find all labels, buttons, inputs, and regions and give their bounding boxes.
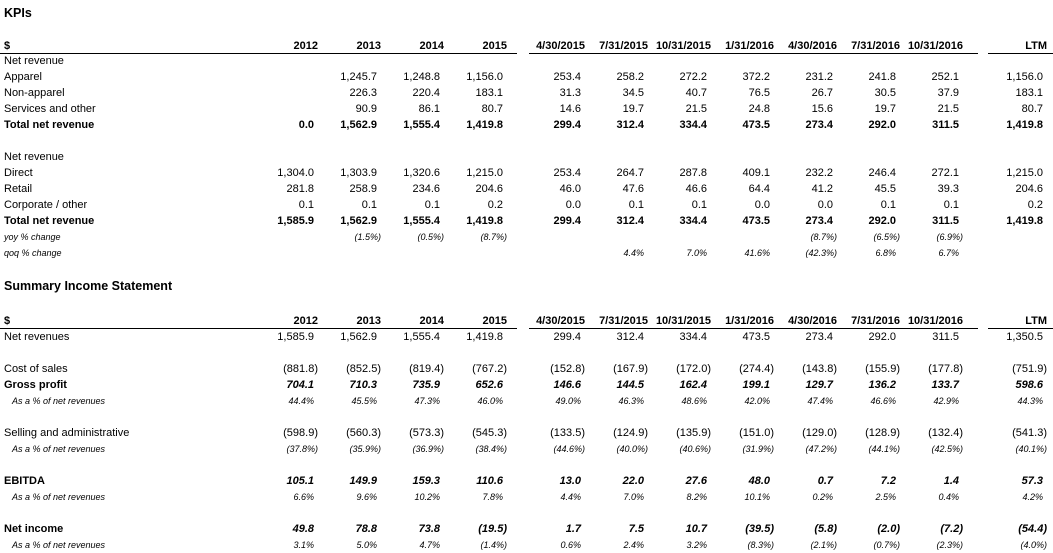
cell-value: 1,303.9 bbox=[340, 167, 377, 179]
cell-value: 4.7% bbox=[419, 540, 440, 550]
section-heading-row bbox=[0, 149, 1053, 165]
row-label: Net revenue bbox=[4, 151, 64, 163]
row-label: Cost of sales bbox=[4, 363, 68, 375]
row-label: Total net revenue bbox=[4, 215, 95, 227]
row-label: Net revenues bbox=[4, 331, 70, 343]
table-row bbox=[0, 85, 1053, 101]
cell-value: 1,419.8 bbox=[1006, 119, 1043, 131]
cell-value: 39.3 bbox=[937, 183, 959, 195]
cell-value: 231.2 bbox=[805, 71, 833, 83]
cell-value: (177.8) bbox=[928, 363, 963, 375]
row-label: As a % of net revenues bbox=[12, 396, 106, 406]
cell-value: (598.9) bbox=[283, 427, 318, 439]
cell-value: 292.0 bbox=[868, 215, 896, 227]
cell-value: 3.1% bbox=[293, 540, 314, 550]
cell-value: 272.1 bbox=[931, 167, 959, 179]
cell-value: 1,419.8 bbox=[466, 331, 503, 343]
cell-value: 7.0% bbox=[686, 248, 707, 258]
cell-value: 1,320.6 bbox=[403, 167, 440, 179]
cell-value: 19.7 bbox=[874, 103, 896, 115]
col-header: 7/31/2016 bbox=[851, 40, 900, 52]
yoy-row bbox=[0, 229, 1053, 245]
col-header: 7/31/2015 bbox=[599, 40, 648, 52]
col-header: 4/30/2015 bbox=[536, 40, 585, 52]
ebitda-row bbox=[0, 473, 1053, 489]
row-label: Direct bbox=[4, 167, 33, 179]
cell-value: 1,350.5 bbox=[1006, 331, 1043, 343]
col-header: 2015 bbox=[482, 40, 507, 52]
cell-value: 6.6% bbox=[293, 492, 314, 502]
row-label: Non-apparel bbox=[4, 87, 65, 99]
cell-value: (42.3%) bbox=[805, 248, 837, 258]
cell-value: 21.5 bbox=[937, 103, 959, 115]
total-row bbox=[0, 213, 1053, 229]
cell-value: 1,555.4 bbox=[403, 119, 440, 131]
cell-value: 146.6 bbox=[553, 379, 581, 391]
cell-value: 372.2 bbox=[742, 71, 770, 83]
cell-value: 0.0 bbox=[298, 119, 314, 131]
net-income-row bbox=[0, 521, 1053, 537]
cell-value: 90.9 bbox=[355, 103, 377, 115]
table-row bbox=[0, 181, 1053, 197]
cell-value: 311.5 bbox=[932, 215, 959, 227]
cell-value: (1.4%) bbox=[480, 540, 507, 550]
unit-label: $ bbox=[4, 315, 11, 327]
margin-row bbox=[0, 393, 1053, 409]
margin-row bbox=[0, 537, 1053, 553]
cell-value: (19.5) bbox=[478, 523, 507, 535]
cell-value: 0.0 bbox=[565, 199, 581, 211]
table-row bbox=[0, 329, 1053, 345]
qoq-row bbox=[0, 245, 1053, 261]
col-header: 1/31/2016 bbox=[725, 40, 774, 52]
cell-value: 183.1 bbox=[1015, 87, 1043, 99]
cell-value: (573.3) bbox=[409, 427, 444, 439]
cell-value: 232.2 bbox=[805, 167, 833, 179]
col-header: 2012 bbox=[293, 315, 318, 327]
cell-value: 1,248.8 bbox=[403, 71, 440, 83]
cell-value: 273.4 bbox=[805, 331, 833, 343]
cell-value: (8.7%) bbox=[810, 232, 837, 242]
cell-value: 1.4 bbox=[943, 475, 959, 487]
cell-value: 1,419.8 bbox=[1006, 215, 1043, 227]
cell-value: 73.8 bbox=[418, 523, 440, 535]
cell-value: 0.2 bbox=[1027, 199, 1043, 211]
cell-value: 204.6 bbox=[475, 183, 503, 195]
cell-value: 281.8 bbox=[286, 183, 314, 195]
cell-value: 159.3 bbox=[412, 475, 440, 487]
cell-value: (35.9%) bbox=[349, 444, 381, 454]
cell-value: (2.1%) bbox=[810, 540, 837, 550]
cell-value: (819.4) bbox=[409, 363, 444, 375]
cell-value: 1,585.9 bbox=[277, 215, 314, 227]
cell-value: 129.7 bbox=[805, 379, 833, 391]
row-label: yoy % change bbox=[4, 232, 61, 242]
col-header: 1/31/2016 bbox=[725, 315, 774, 327]
cell-value: 49.0% bbox=[555, 396, 581, 406]
cell-value: (151.0) bbox=[739, 427, 774, 439]
cell-value: 252.1 bbox=[931, 71, 959, 83]
cell-value: 37.9 bbox=[937, 87, 959, 99]
cell-value: 10.1% bbox=[744, 492, 770, 502]
cell-value: 0.2 bbox=[487, 199, 503, 211]
row-label: As a % of net revenues bbox=[12, 492, 106, 502]
cell-value: 80.7 bbox=[481, 103, 503, 115]
cell-value: (2.0) bbox=[877, 523, 900, 535]
cell-value: (40.0%) bbox=[616, 444, 648, 454]
cell-value: 46.0% bbox=[477, 396, 503, 406]
cell-value: 735.9 bbox=[412, 379, 440, 391]
unit-label: $ bbox=[4, 40, 11, 52]
cell-value: 473.5 bbox=[742, 215, 770, 227]
cell-value: 57.3 bbox=[1021, 475, 1043, 487]
cell-value: 3.2% bbox=[686, 540, 707, 550]
cell-value: 473.5 bbox=[742, 331, 770, 343]
kpis-header-row bbox=[0, 38, 1053, 54]
col-header: LTM bbox=[1025, 315, 1047, 327]
cell-value: 7.5 bbox=[628, 523, 644, 535]
cell-value: 226.3 bbox=[349, 87, 377, 99]
cell-value: (8.3%) bbox=[747, 540, 774, 550]
table-row bbox=[0, 425, 1053, 441]
cell-value: 45.5 bbox=[874, 183, 896, 195]
cell-value: 292.0 bbox=[868, 119, 896, 131]
cell-value: 41.2 bbox=[811, 183, 833, 195]
cell-value: 30.5 bbox=[874, 87, 896, 99]
cell-value: 652.6 bbox=[475, 379, 503, 391]
cell-value: 42.0% bbox=[744, 396, 770, 406]
cell-value: (541.3) bbox=[1012, 427, 1047, 439]
col-header: 10/31/2016 bbox=[907, 315, 963, 327]
cell-value: 46.6 bbox=[685, 183, 707, 195]
cell-value: 1,215.0 bbox=[1006, 167, 1043, 179]
cell-value: 14.6 bbox=[559, 103, 581, 115]
row-label: Services and other bbox=[4, 103, 96, 115]
cell-value: 241.8 bbox=[868, 71, 896, 83]
cell-value: 1,562.9 bbox=[340, 215, 377, 227]
cell-value: (8.7%) bbox=[480, 232, 507, 242]
cell-value: 0.1 bbox=[880, 199, 896, 211]
cell-value: 49.8 bbox=[292, 523, 314, 535]
cell-value: (152.8) bbox=[550, 363, 585, 375]
cell-value: (40.1%) bbox=[1015, 444, 1047, 454]
row-label: Apparel bbox=[4, 71, 42, 83]
col-header: 2014 bbox=[419, 40, 444, 52]
cell-value: 1,156.0 bbox=[466, 71, 503, 83]
cell-value: (0.7%) bbox=[873, 540, 900, 550]
cell-value: (44.6%) bbox=[553, 444, 585, 454]
cell-value: (172.0) bbox=[676, 363, 711, 375]
col-header: 7/31/2016 bbox=[851, 315, 900, 327]
cell-value: (560.3) bbox=[346, 427, 381, 439]
cell-value: 7.8% bbox=[482, 492, 503, 502]
cell-value: 0.6% bbox=[560, 540, 581, 550]
cell-value: 8.2% bbox=[686, 492, 707, 502]
cell-value: (1.5%) bbox=[354, 232, 381, 242]
cell-value: 46.3% bbox=[618, 396, 644, 406]
cell-value: 10.2% bbox=[414, 492, 440, 502]
cell-value: (37.8%) bbox=[286, 444, 318, 454]
cell-value: 312.4 bbox=[616, 119, 644, 131]
section-heading-row bbox=[0, 53, 1053, 69]
cell-value: 234.6 bbox=[412, 183, 440, 195]
col-header: 10/31/2016 bbox=[907, 40, 963, 52]
cell-value: 1.7 bbox=[565, 523, 581, 535]
cell-value: 710.3 bbox=[349, 379, 377, 391]
cell-value: 246.4 bbox=[868, 167, 896, 179]
cell-value: (39.5) bbox=[745, 523, 774, 535]
cell-value: (167.9) bbox=[613, 363, 648, 375]
cell-value: (6.5%) bbox=[873, 232, 900, 242]
table-row bbox=[0, 361, 1053, 377]
cell-value: 48.0 bbox=[748, 475, 770, 487]
cell-value: 1,562.9 bbox=[340, 331, 377, 343]
cell-value: 0.1 bbox=[628, 199, 644, 211]
cell-value: 149.9 bbox=[349, 475, 377, 487]
col-header: 4/30/2016 bbox=[788, 40, 837, 52]
cell-value: 253.4 bbox=[553, 71, 581, 83]
cell-value: 44.3% bbox=[1017, 396, 1043, 406]
cell-value: 41.6% bbox=[744, 248, 770, 258]
cell-value: (155.9) bbox=[865, 363, 900, 375]
cell-value: 6.8% bbox=[875, 248, 896, 258]
cell-value: 1,555.4 bbox=[403, 215, 440, 227]
cell-value: 9.6% bbox=[356, 492, 377, 502]
cell-value: 334.4 bbox=[679, 331, 707, 343]
cell-value: (44.1%) bbox=[868, 444, 900, 454]
cell-value: 47.6 bbox=[622, 183, 644, 195]
col-header: 10/31/2015 bbox=[655, 40, 711, 52]
cell-value: (38.4%) bbox=[475, 444, 507, 454]
cell-value: 76.5 bbox=[748, 87, 770, 99]
col-header: 7/31/2015 bbox=[599, 315, 648, 327]
cell-value: 312.4 bbox=[616, 215, 644, 227]
cell-value: 409.1 bbox=[742, 167, 770, 179]
income-header-row bbox=[0, 313, 1053, 329]
cell-value: 27.6 bbox=[685, 475, 707, 487]
cell-value: 46.6% bbox=[870, 396, 896, 406]
cell-value: 6.7% bbox=[938, 248, 959, 258]
cell-value: 1,419.8 bbox=[466, 119, 503, 131]
cell-value: (36.9%) bbox=[412, 444, 444, 454]
cell-value: (135.9) bbox=[676, 427, 711, 439]
cell-value: 13.0 bbox=[559, 475, 581, 487]
table-row bbox=[0, 197, 1053, 213]
row-label: As a % of net revenues bbox=[12, 540, 106, 550]
cell-value: 46.0 bbox=[559, 183, 581, 195]
cell-value: 48.6% bbox=[681, 396, 707, 406]
cell-value: 299.4 bbox=[553, 331, 581, 343]
cell-value: (128.9) bbox=[865, 427, 900, 439]
col-header: 4/30/2015 bbox=[536, 315, 585, 327]
cell-value: 0.0 bbox=[817, 199, 833, 211]
table-row bbox=[0, 165, 1053, 181]
cell-value: (5.8) bbox=[814, 523, 837, 535]
cell-value: 2.5% bbox=[875, 492, 896, 502]
cell-value: (124.9) bbox=[613, 427, 648, 439]
row-label: Gross profit bbox=[4, 379, 67, 391]
cell-value: (132.4) bbox=[928, 427, 963, 439]
cell-value: 1,419.8 bbox=[466, 215, 503, 227]
cell-value: 47.4% bbox=[807, 396, 833, 406]
row-label: As a % of net revenues bbox=[12, 444, 106, 454]
cell-value: 199.1 bbox=[742, 379, 770, 391]
col-header: 2013 bbox=[356, 315, 381, 327]
cell-value: 110.6 bbox=[476, 475, 503, 487]
cell-value: (47.2%) bbox=[805, 444, 837, 454]
margin-row bbox=[0, 489, 1053, 505]
row-label: Net revenue bbox=[4, 55, 64, 67]
cell-value: 253.4 bbox=[553, 167, 581, 179]
cell-value: 42.9% bbox=[933, 396, 959, 406]
row-label: qoq % change bbox=[4, 248, 62, 258]
cell-value: (0.5%) bbox=[417, 232, 444, 242]
col-header: 2013 bbox=[356, 40, 381, 52]
cell-value: (4.0%) bbox=[1020, 540, 1047, 550]
cell-value: 264.7 bbox=[616, 167, 644, 179]
cell-value: 273.4 bbox=[805, 119, 833, 131]
cell-value: 0.1 bbox=[361, 199, 377, 211]
cell-value: (133.5) bbox=[550, 427, 585, 439]
cell-value: 0.2% bbox=[812, 492, 833, 502]
cell-value: 4.2% bbox=[1022, 492, 1043, 502]
cell-value: 0.1 bbox=[691, 199, 707, 211]
cell-value: 1,304.0 bbox=[277, 167, 314, 179]
cell-value: (7.2) bbox=[940, 523, 963, 535]
cell-value: (751.9) bbox=[1012, 363, 1047, 375]
cell-value: 31.3 bbox=[559, 87, 581, 99]
cell-value: 1,215.0 bbox=[466, 167, 503, 179]
row-label: EBITDA bbox=[4, 475, 45, 487]
kpis-title: KPIs bbox=[4, 6, 32, 20]
cell-value: 0.1 bbox=[943, 199, 959, 211]
cell-value: 40.7 bbox=[685, 87, 707, 99]
cell-value: 45.5% bbox=[351, 396, 377, 406]
table-row bbox=[0, 69, 1053, 85]
cell-value: 0.7 bbox=[817, 475, 833, 487]
cell-value: 0.4% bbox=[938, 492, 959, 502]
cell-value: 1,156.0 bbox=[1006, 71, 1043, 83]
cell-value: 136.2 bbox=[868, 379, 896, 391]
cell-value: 0.1 bbox=[424, 199, 440, 211]
col-header: 2012 bbox=[293, 40, 318, 52]
cell-value: 287.8 bbox=[679, 167, 707, 179]
cell-value: 47.3% bbox=[414, 396, 440, 406]
cell-value: 80.7 bbox=[1021, 103, 1043, 115]
cell-value: 311.5 bbox=[932, 331, 959, 343]
cell-value: 311.5 bbox=[932, 119, 959, 131]
cell-value: (54.4) bbox=[1018, 523, 1047, 535]
cell-value: 7.0% bbox=[623, 492, 644, 502]
cell-value: 78.8 bbox=[355, 523, 377, 535]
cell-value: 105.1 bbox=[286, 475, 314, 487]
cell-value: 64.4 bbox=[748, 183, 770, 195]
margin-row bbox=[0, 441, 1053, 457]
cell-value: (40.6%) bbox=[679, 444, 711, 454]
total-row bbox=[0, 117, 1053, 133]
row-label: Selling and administrative bbox=[4, 427, 130, 439]
row-label: Net income bbox=[4, 523, 64, 535]
table-row bbox=[0, 101, 1053, 117]
row-label: Retail bbox=[4, 183, 33, 195]
cell-value: 183.1 bbox=[475, 87, 503, 99]
cell-value: 10.7 bbox=[685, 523, 707, 535]
cell-value: (545.3) bbox=[472, 427, 507, 439]
cell-value: (881.8) bbox=[283, 363, 318, 375]
cell-value: 5.0% bbox=[356, 540, 377, 550]
cell-value: (129.0) bbox=[802, 427, 837, 439]
col-header: 2014 bbox=[419, 315, 444, 327]
income-statement-title: Summary Income Statement bbox=[4, 279, 173, 293]
cell-value: 204.6 bbox=[1015, 183, 1043, 195]
cell-value: 15.6 bbox=[811, 103, 833, 115]
cell-value: 2.4% bbox=[623, 540, 644, 550]
cell-value: (42.5%) bbox=[931, 444, 963, 454]
cell-value: 44.4% bbox=[288, 396, 314, 406]
cell-value: (767.2) bbox=[472, 363, 507, 375]
cell-value: (2.3%) bbox=[936, 540, 963, 550]
cell-value: 292.0 bbox=[868, 331, 896, 343]
cell-value: 133.7 bbox=[931, 379, 959, 391]
cell-value: 1,555.4 bbox=[403, 331, 440, 343]
row-label: Corporate / other bbox=[4, 199, 88, 211]
cell-value: 258.9 bbox=[349, 183, 377, 195]
cell-value: 144.5 bbox=[616, 379, 644, 391]
cell-value: 4.4% bbox=[560, 492, 581, 502]
cell-value: 1,562.9 bbox=[340, 119, 377, 131]
cell-value: (6.9%) bbox=[936, 232, 963, 242]
cell-value: (31.9%) bbox=[742, 444, 774, 454]
cell-value: 334.4 bbox=[679, 215, 707, 227]
cell-value: 7.2 bbox=[880, 475, 896, 487]
col-header: 2015 bbox=[482, 315, 507, 327]
cell-value: 334.4 bbox=[679, 119, 707, 131]
cell-value: 4.4% bbox=[623, 248, 644, 258]
cell-value: (852.5) bbox=[346, 363, 381, 375]
cell-value: 0.0 bbox=[754, 199, 770, 211]
row-label: Total net revenue bbox=[4, 119, 95, 131]
cell-value: 312.4 bbox=[616, 331, 644, 343]
cell-value: 258.2 bbox=[616, 71, 644, 83]
cell-value: 19.7 bbox=[622, 103, 644, 115]
col-header: LTM bbox=[1025, 40, 1047, 52]
cell-value: 1,245.7 bbox=[340, 71, 377, 83]
cell-value: 273.4 bbox=[805, 215, 833, 227]
cell-value: 86.1 bbox=[418, 103, 440, 115]
cell-value: (143.8) bbox=[802, 363, 837, 375]
gross-profit-row bbox=[0, 377, 1053, 393]
cell-value: 34.5 bbox=[622, 87, 644, 99]
cell-value: 220.4 bbox=[412, 87, 440, 99]
cell-value: 299.4 bbox=[553, 215, 581, 227]
cell-value: 704.1 bbox=[286, 379, 314, 391]
cell-value: 22.0 bbox=[622, 475, 644, 487]
cell-value: (274.4) bbox=[739, 363, 774, 375]
col-header: 4/30/2016 bbox=[788, 315, 837, 327]
cell-value: 24.8 bbox=[748, 103, 770, 115]
cell-value: 272.2 bbox=[679, 71, 707, 83]
cell-value: 1,585.9 bbox=[277, 331, 314, 343]
cell-value: 473.5 bbox=[742, 119, 770, 131]
col-header: 10/31/2015 bbox=[655, 315, 711, 327]
cell-value: 26.7 bbox=[811, 87, 833, 99]
cell-value: 21.5 bbox=[685, 103, 707, 115]
cell-value: 299.4 bbox=[553, 119, 581, 131]
cell-value: 0.1 bbox=[298, 199, 314, 211]
cell-value: 598.6 bbox=[1015, 379, 1043, 391]
cell-value: 162.4 bbox=[679, 379, 707, 391]
